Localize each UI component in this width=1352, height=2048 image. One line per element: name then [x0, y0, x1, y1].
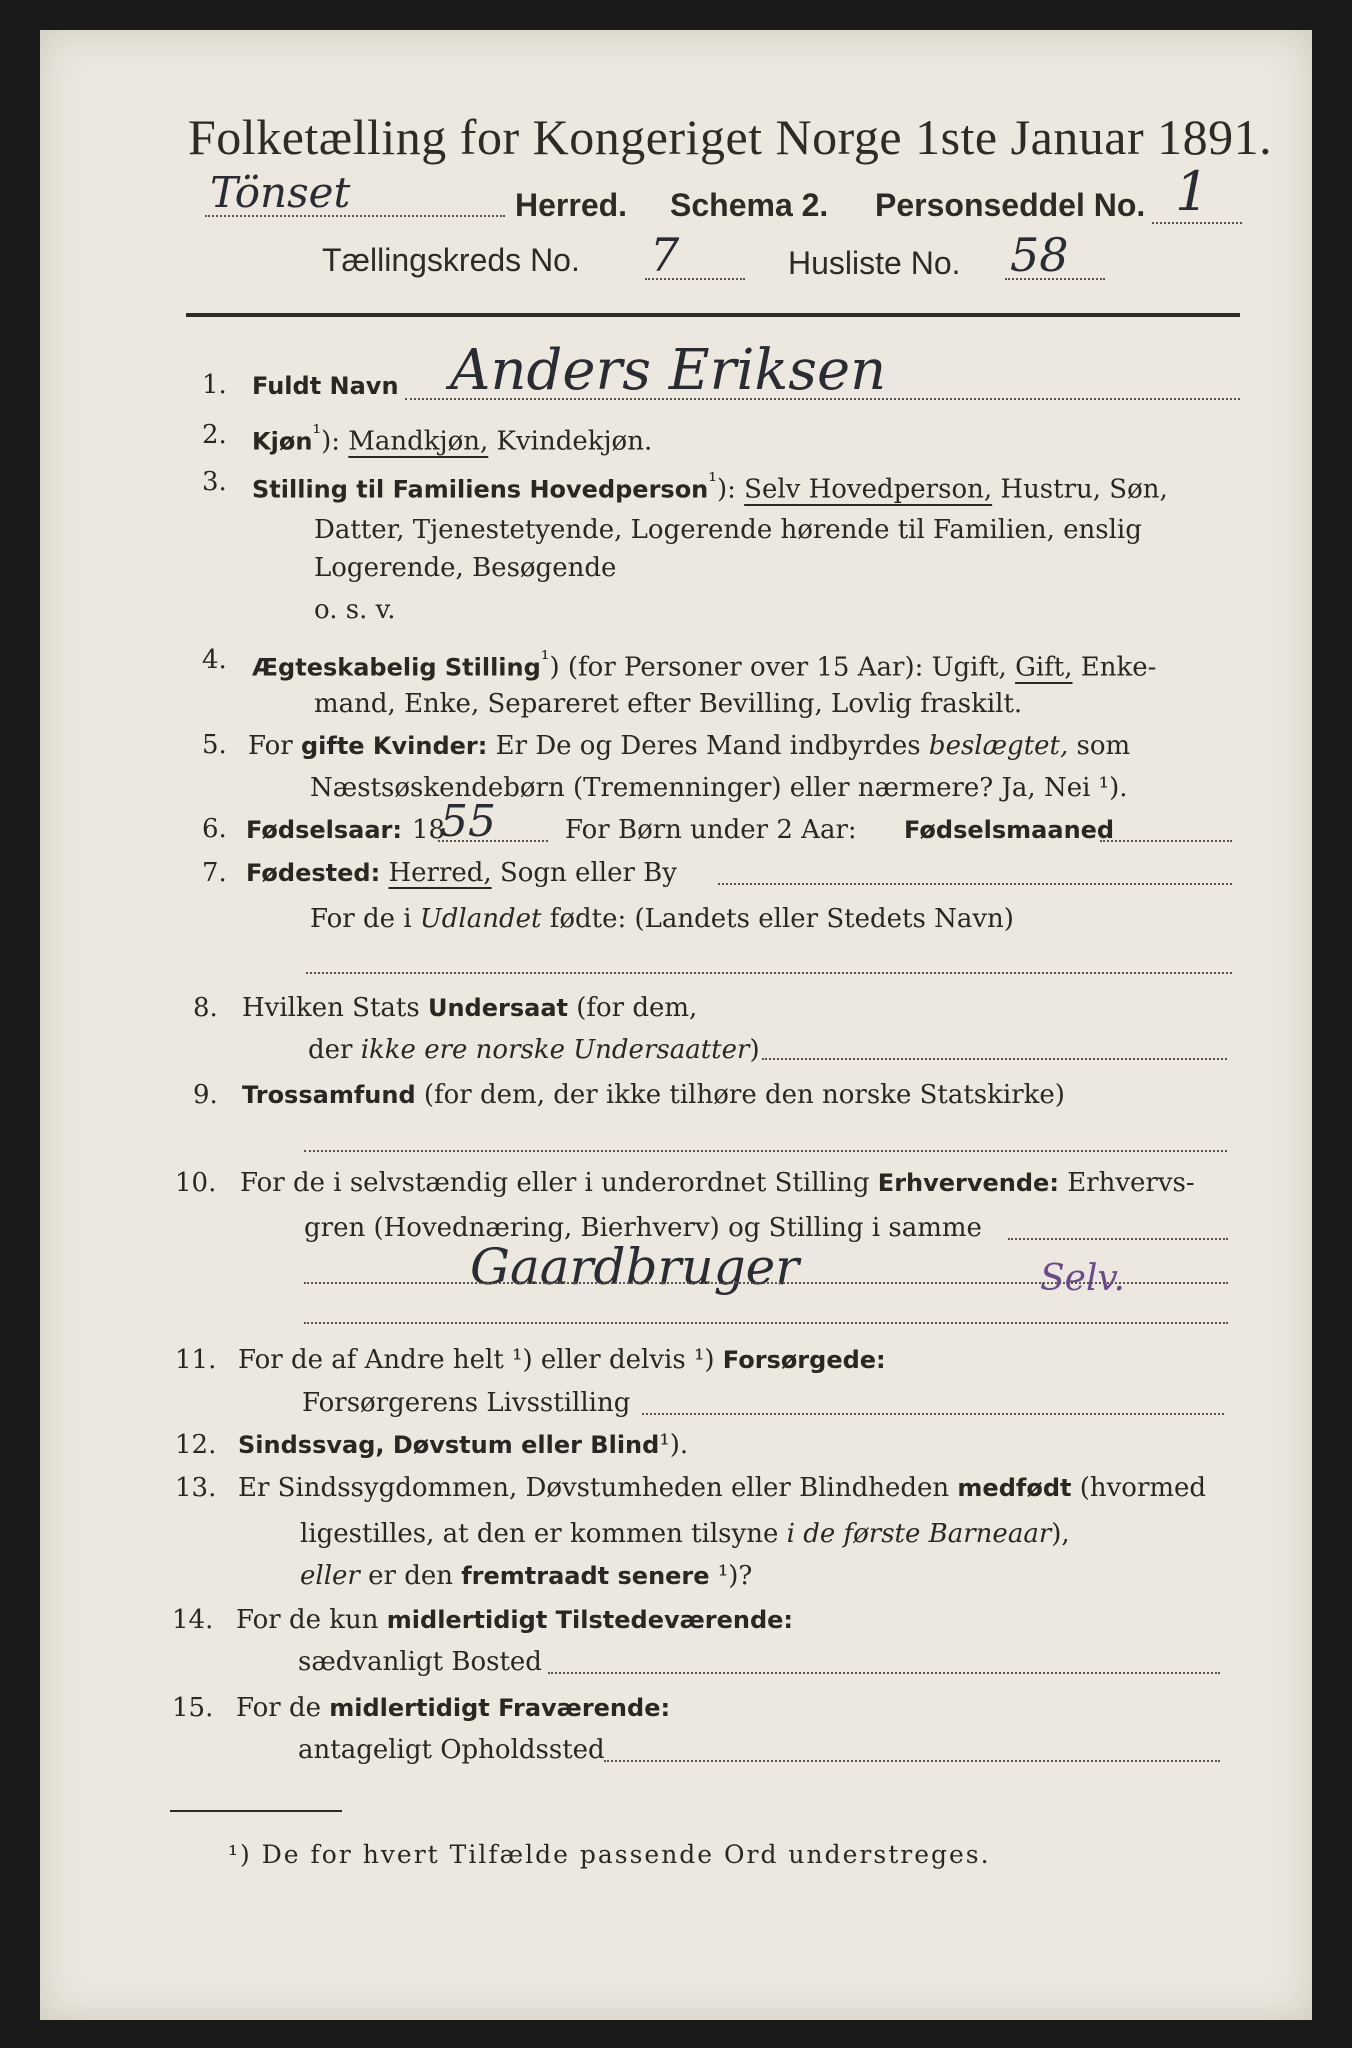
q6-label: Fødselsaar: [246, 816, 402, 844]
q10-pre: For de i selvstændig eller i underordnet Stilling [240, 1168, 870, 1198]
q6-mid: For Børn under 2 Aar: [565, 815, 857, 845]
q10-dotline3 [304, 1322, 1228, 1324]
personseddel-label: Personseddel No. [875, 187, 1146, 223]
q8-line2-pre: der [308, 1035, 353, 1065]
q5-line1 [248, 726, 1130, 766]
q10-answer-selv: Selv. [1040, 1258, 1125, 1299]
q4-selected-gift: Gift, [1015, 652, 1073, 683]
q10-number: 10. [175, 1168, 217, 1198]
q10-label: Erhvervende: [877, 1169, 1059, 1197]
q4-sup: ¹ [540, 647, 550, 672]
q11-number: 11. [175, 1345, 217, 1375]
q7-dotline1 [718, 883, 1232, 885]
q10-line2: gren (Hovednæring, Bierhverv) og Stilling i samme [304, 1213, 982, 1243]
q13-number: 13. [175, 1473, 217, 1503]
q11-line1 [238, 1340, 886, 1380]
q5-line2: Næstsøskendebørn (Tremenninger) eller nærmere? Ja, Nei ¹). [310, 773, 1128, 803]
q1-label: Fuldt Navn [252, 372, 399, 400]
q3-selected-selv-hovedperson: Selv Hovedperson, [744, 474, 993, 505]
q7-label: Fødested: [246, 859, 381, 887]
q14-label: midlertidigt Tilstedeværende: [386, 1606, 794, 1634]
q13-line2-italic: i de første Barneaar [786, 1519, 1052, 1549]
q9-line1 [242, 1075, 1065, 1115]
q14-pre: For de kun [236, 1605, 379, 1635]
q2-label: Kjøn [252, 427, 313, 456]
herred-handwritten: Tönset [210, 168, 351, 217]
q3-label: Stilling til Familiens Hovedperson [252, 475, 709, 504]
schema-label: Schema 2. [670, 187, 829, 223]
q7-line2-post: fødte: (Landets eller Stedets Navn) [549, 904, 1014, 934]
q11-line2: Forsørgerens Livsstilling [302, 1388, 631, 1418]
q10-dotline2 [304, 1282, 1228, 1284]
q13-line3 [300, 1556, 752, 1596]
q2-sup: ¹ [312, 421, 322, 446]
q6-year-dotline [438, 840, 548, 842]
q5-italic: beslægtet, [928, 731, 1069, 761]
q5-label: gifte Kvinder: [300, 732, 488, 760]
q9-post: (for dem, der ikke tilhøre den norske Statskirke) [423, 1080, 1065, 1110]
q15-number: 15. [172, 1693, 214, 1723]
q3-number: 3. [202, 467, 227, 497]
q14-dotline [548, 1672, 1220, 1674]
husliste-dotline [1005, 278, 1105, 280]
q14-line1 [236, 1600, 793, 1640]
q13-line3-bold: fremtraadt senere [461, 1562, 710, 1590]
q6-dotline [1100, 840, 1232, 842]
q9-label: Trossamfund [242, 1081, 416, 1109]
husliste-number: 58 [1010, 228, 1069, 282]
q7-line2 [310, 899, 1014, 939]
q4-line1-mid: ) (for Personer over 15 Aar): Ugift, [549, 652, 1007, 683]
q13-label: medfødt [957, 1474, 1072, 1502]
q13-post: (hvormed [1079, 1473, 1207, 1503]
husliste-label: Husliste No. [788, 245, 961, 281]
q13-line2 [300, 1514, 1070, 1554]
q4-line2: mand, Enke, Separeret efter Bevilling, Lovlig fraskilt. [314, 689, 1023, 719]
q6-number: 6. [202, 814, 227, 844]
q2-option-kvindekjon: Kvindekjøn. [496, 426, 653, 457]
q3-line3: Logerende, Besøgende [314, 553, 617, 583]
q3-line1 [252, 462, 1237, 510]
q11-label: Forsørgede: [722, 1346, 886, 1374]
q7-dotline2 [306, 972, 1232, 974]
q2-option-mandkjon: Mandkjøn, [348, 426, 489, 457]
q11-pre: For de af Andre helt ¹) eller delvis ¹) [238, 1345, 715, 1375]
q15-label: midlertidigt Fraværende: [329, 1694, 671, 1722]
q8-line2-post: ) [749, 1035, 760, 1065]
q5-number: 5. [202, 730, 227, 760]
q1-answer-name: Anders Eriksen [450, 338, 887, 403]
q8-number: 8. [193, 993, 218, 1023]
footnote: ¹) De for hvert Tilfælde passende Ord understreges. [228, 1840, 991, 1869]
personseddel-number: 1 [1175, 160, 1210, 223]
q8-line2 [308, 1030, 760, 1070]
q11-dotline [642, 1413, 1224, 1415]
q13-line2-post: ), [1051, 1519, 1070, 1549]
header-rule [186, 313, 1240, 317]
q15-dotline [604, 1760, 1220, 1762]
q5-line1-mid: Er De og Deres Mand indbyrdes [495, 731, 921, 761]
q9-number: 9. [193, 1080, 218, 1110]
q9-dotline [304, 1150, 1227, 1152]
q1-number: 1. [202, 370, 227, 400]
q13-line3-post: ¹)? [717, 1561, 753, 1591]
q13-pre: Er Sindssygdommen, Døvstumheden eller Blindheden [238, 1473, 950, 1503]
q15-line1 [236, 1688, 670, 1728]
q13-line3-italic: eller [300, 1561, 360, 1591]
q8-line2-italic: ikke ere norske Undersaatter [360, 1035, 750, 1065]
q6-year-answer: 55 [440, 796, 496, 847]
q12-label: Sindssvag, Døvstum eller Blind [238, 1431, 660, 1459]
q10-answer-occupation: Gaardbruger [470, 1238, 800, 1296]
q2-rest: ): [321, 426, 340, 457]
q14-line2: sædvanligt Bosted [298, 1647, 542, 1677]
q4-label: Ægteskabelig Stilling [252, 653, 541, 682]
q10-post: Erhvervs- [1067, 1168, 1195, 1198]
herred-label: Herred. [515, 187, 628, 223]
q10-dotline1 [1008, 1238, 1228, 1240]
q12-line1 [238, 1425, 688, 1465]
personseddel-dotline [1152, 222, 1242, 224]
q4-line1-end: Enke- [1080, 652, 1157, 683]
q15-pre: For de [236, 1693, 321, 1723]
taellingskreds-number: 7 [650, 228, 680, 282]
q8-line1 [242, 988, 697, 1028]
q15-line2: antageligt Opholdssted [298, 1735, 605, 1765]
q2-line [252, 414, 652, 462]
q8-dotline [762, 1058, 1227, 1060]
q14-number: 14. [172, 1605, 214, 1635]
q10-line1 [240, 1163, 1195, 1203]
form-title: Folketælling for Kongeriget Norge 1ste Januar 1891. [188, 109, 1273, 165]
q7-line1-rest: Sogn eller By [499, 858, 677, 888]
q5-line1-end: som [1076, 731, 1131, 761]
q4-line1 [252, 640, 1156, 688]
q12-post: ¹). [659, 1430, 689, 1460]
q3-line1-rest: Hustru, Søn, [1000, 474, 1168, 505]
q5-pre: For [248, 731, 293, 761]
footnote-rule [170, 1810, 342, 1812]
q7-line2-italic: Udlandet [419, 904, 542, 934]
q13-line3-mid: er den [368, 1561, 453, 1591]
q8-pre: Hvilken Stats [242, 993, 420, 1023]
q3-line2: Datter, Tjenestetyende, Logerende hørende til Familien, enslig [314, 515, 1142, 545]
q13-line1 [238, 1468, 1206, 1508]
q7-number: 7. [202, 858, 227, 888]
q4-number: 4. [202, 645, 227, 675]
q13-line2-pre: ligestilles, at den er kommen tilsyne [300, 1519, 779, 1549]
q7-selected-herred: Herred, [388, 858, 492, 888]
herred-dotline [205, 215, 505, 217]
q8-post: (for dem, [576, 993, 698, 1023]
q7-line2-pre: For de i [310, 904, 412, 934]
q8-label: Undersaat [427, 994, 568, 1022]
q6-label2: Fødselsmaaned [904, 816, 1115, 844]
q3-colon: ): [716, 474, 736, 505]
q1-dotline [405, 398, 1240, 400]
q3-line4: o. s. v. [314, 595, 396, 625]
taellingskreds-label: Tællingskreds No. [322, 242, 580, 278]
q7-line1 [246, 853, 677, 893]
taellingskreds-dotline [645, 278, 745, 280]
q3-sup: ¹ [708, 469, 717, 494]
q2-number: 2. [202, 420, 227, 450]
q12-number: 12. [175, 1430, 217, 1460]
q6-prefix: 18 [412, 815, 446, 845]
